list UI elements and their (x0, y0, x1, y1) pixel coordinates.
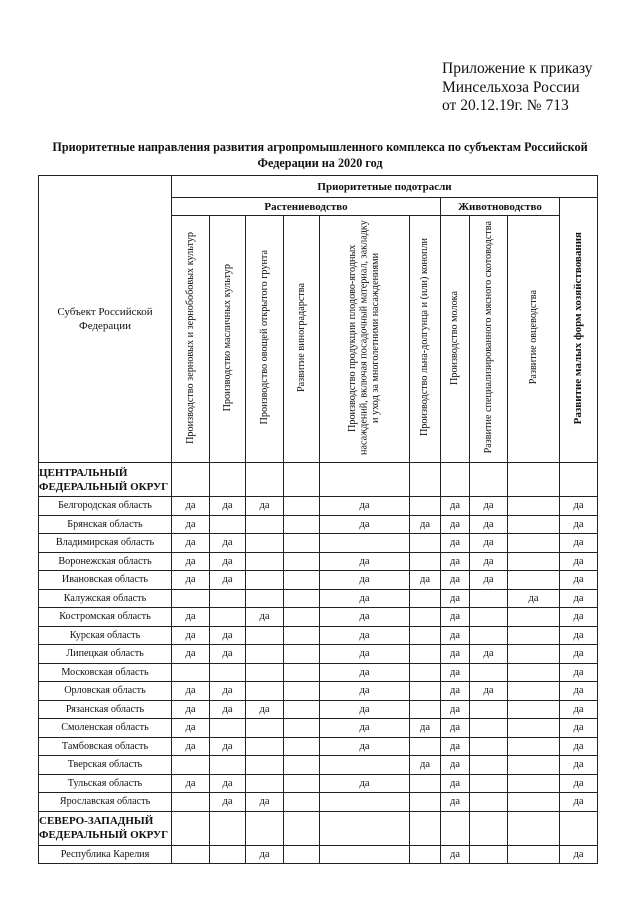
table-cell (441, 811, 470, 845)
header-line-3: от 20.12.19г. № 713 (442, 97, 569, 114)
table-cell (284, 626, 320, 645)
table-cell (470, 774, 508, 793)
table-cell (246, 463, 284, 497)
table-cell (508, 737, 560, 756)
table-cell: да (560, 737, 598, 756)
table-cell: да (320, 737, 410, 756)
table-cell: да (172, 534, 210, 553)
table-row (39, 845, 598, 864)
table-cell (508, 811, 560, 845)
table-cell: да (560, 774, 598, 793)
table-row (39, 571, 598, 590)
table-cell (284, 663, 320, 682)
table-cell (508, 845, 560, 864)
table-cell (246, 682, 284, 701)
header-line-2: Минсельхоза России (442, 78, 580, 96)
table-cell (410, 663, 441, 682)
crop-header: Растениеводство (172, 198, 441, 216)
table-cell: да (560, 497, 598, 516)
table-cell (246, 534, 284, 553)
table-cell: да (320, 515, 410, 534)
subject-header: Субъект Российской Федерации (39, 176, 172, 463)
table-cell (560, 463, 598, 497)
table-cell (320, 811, 410, 845)
table-cell: да (441, 719, 470, 738)
column-header: Развитие специализированного мясного скотоводства (470, 216, 508, 463)
table-cell (320, 463, 410, 497)
table-row (39, 663, 598, 682)
table-cell: да (172, 497, 210, 516)
table-row (39, 552, 598, 571)
table-row (39, 756, 598, 775)
table-cell (470, 663, 508, 682)
table-cell (410, 552, 441, 571)
table-cell (246, 719, 284, 738)
table-cell (320, 845, 410, 864)
region-name: Смоленская область (39, 719, 172, 738)
table-cell (172, 756, 210, 775)
table-cell (410, 845, 441, 864)
table-cell: да (470, 552, 508, 571)
district-row (39, 811, 598, 845)
table-cell: да (441, 845, 470, 864)
table-cell: да (560, 719, 598, 738)
table-cell (284, 608, 320, 627)
table-cell (508, 571, 560, 590)
table-cell (284, 793, 320, 812)
table-cell (284, 571, 320, 590)
table-cell (470, 845, 508, 864)
table-cell (210, 463, 246, 497)
column-header: Развитие виноградарства (284, 216, 320, 463)
region-name: Ярославская область (39, 793, 172, 812)
column-header: Производство овощей открытого грунта (246, 216, 284, 463)
table-cell: да (441, 700, 470, 719)
table-cell: да (441, 756, 470, 775)
table-cell (508, 793, 560, 812)
table-cell (210, 811, 246, 845)
table-cell: да (320, 552, 410, 571)
table-cell: да (210, 737, 246, 756)
table-cell (210, 608, 246, 627)
table-row (39, 737, 598, 756)
column-header: Производство продукции плодово-ягодных насаждений, включая посадочный материал, закладку и уход за многолетними насаждениями (320, 216, 410, 463)
table-cell: да (441, 793, 470, 812)
table-cell: да (470, 534, 508, 553)
table-cell: да (246, 497, 284, 516)
table-cell (508, 515, 560, 534)
table-cell: да (320, 589, 410, 608)
table-cell (172, 663, 210, 682)
table-cell (470, 608, 508, 627)
table-cell (210, 589, 246, 608)
column-header: Производство молока (441, 216, 470, 463)
table-cell (508, 608, 560, 627)
table-cell: да (470, 645, 508, 664)
table-cell: да (560, 589, 598, 608)
table-cell: да (470, 682, 508, 701)
table-cell (172, 793, 210, 812)
region-name: Орловская область (39, 682, 172, 701)
livestock-header: Животноводство (441, 198, 560, 216)
table-cell: да (560, 608, 598, 627)
table-cell (284, 845, 320, 864)
table-cell: да (172, 515, 210, 534)
table-cell: да (320, 497, 410, 516)
table-cell: да (246, 793, 284, 812)
table-cell (470, 589, 508, 608)
table-cell: да (410, 515, 441, 534)
table-cell (320, 793, 410, 812)
table-row (39, 774, 598, 793)
table-cell: да (210, 571, 246, 590)
table-cell (410, 700, 441, 719)
order-attachment-header (442, 60, 593, 116)
table-cell (284, 515, 320, 534)
table-cell (410, 463, 441, 497)
table-cell (246, 737, 284, 756)
district-name: ЦЕНТРАЛЬНЫЙ ФЕДЕРАЛЬНЫЙ ОКРУГ (39, 463, 172, 497)
table-cell (210, 515, 246, 534)
table-cell (284, 682, 320, 701)
table-cell: да (470, 497, 508, 516)
column-header: Развитие малых форм хозяйствования (560, 198, 598, 463)
region-name: Рязанская область (39, 700, 172, 719)
table-row (39, 645, 598, 664)
table-cell (284, 737, 320, 756)
table-cell: да (210, 626, 246, 645)
table-cell: да (441, 663, 470, 682)
table-cell: да (560, 700, 598, 719)
table-cell: да (210, 497, 246, 516)
table-cell: да (441, 552, 470, 571)
table-cell: да (410, 719, 441, 738)
table-cell (508, 645, 560, 664)
table-cell: да (210, 774, 246, 793)
table-cell: да (441, 608, 470, 627)
table-cell: да (172, 774, 210, 793)
table-cell (441, 463, 470, 497)
table-cell: да (441, 645, 470, 664)
table-row (39, 793, 598, 812)
table-cell (410, 811, 441, 845)
column-header: Развитие овцеводства (508, 216, 560, 463)
table-cell (410, 534, 441, 553)
table-cell (246, 571, 284, 590)
table-cell: да (320, 645, 410, 664)
table-cell: да (560, 793, 598, 812)
table-cell (210, 719, 246, 738)
table-cell: да (320, 682, 410, 701)
table-cell (284, 497, 320, 516)
table-cell: да (172, 737, 210, 756)
table-cell: да (410, 571, 441, 590)
table-cell: да (246, 608, 284, 627)
table-cell: да (560, 571, 598, 590)
table-cell: да (320, 663, 410, 682)
table-row (39, 682, 598, 701)
table-cell: да (210, 682, 246, 701)
table-cell (284, 534, 320, 553)
table-cell: да (320, 626, 410, 645)
table-body (39, 463, 598, 864)
region-name: Республика Карелия (39, 845, 172, 864)
table-cell (210, 663, 246, 682)
region-name: Курская область (39, 626, 172, 645)
table-cell (246, 626, 284, 645)
table-cell (470, 463, 508, 497)
region-name: Московская область (39, 663, 172, 682)
table-cell: да (210, 700, 246, 719)
table-cell (410, 682, 441, 701)
table-cell: да (441, 774, 470, 793)
table-cell (410, 608, 441, 627)
table-cell (284, 463, 320, 497)
header-line-1: Приложение к приказу (442, 60, 593, 77)
table-cell (508, 756, 560, 775)
column-header: Производство льна-долгунца и (или) конопли (410, 216, 441, 463)
region-name: Ивановская область (39, 571, 172, 590)
district-row (39, 463, 598, 497)
table-cell: да (560, 552, 598, 571)
table-cell (470, 700, 508, 719)
table-cell: да (320, 571, 410, 590)
table-cell: да (172, 552, 210, 571)
region-name: Тульская область (39, 774, 172, 793)
table-cell: да (172, 645, 210, 664)
table-cell (284, 552, 320, 571)
region-name: Тамбовская область (39, 737, 172, 756)
table-cell (410, 793, 441, 812)
table-cell: да (210, 793, 246, 812)
table-cell (246, 811, 284, 845)
table-row (39, 608, 598, 627)
table-row (39, 589, 598, 608)
column-header: Производство зерновых и зернобобовых культур (172, 216, 210, 463)
table-cell (284, 589, 320, 608)
region-name: Владимирская область (39, 534, 172, 553)
table-cell: да (441, 737, 470, 756)
table-cell (284, 719, 320, 738)
table-cell (172, 589, 210, 608)
table-row (39, 515, 598, 534)
district-name: СЕВЕРО-ЗАПАДНЫЙ ФЕДЕРАЛЬНЫЙ ОКРУГ (39, 811, 172, 845)
table-cell: да (410, 756, 441, 775)
table-cell (246, 756, 284, 775)
table-cell (320, 534, 410, 553)
table-cell (410, 626, 441, 645)
table-cell (470, 719, 508, 738)
table-cell (470, 756, 508, 775)
table-cell: да (172, 682, 210, 701)
table-row (39, 719, 598, 738)
table-cell (410, 737, 441, 756)
table-row (39, 534, 598, 553)
region-name: Брянская область (39, 515, 172, 534)
table-cell (410, 645, 441, 664)
table-cell (172, 811, 210, 845)
table-cell: да (320, 700, 410, 719)
table-cell: да (172, 700, 210, 719)
table-cell: да (470, 571, 508, 590)
table-cell (410, 589, 441, 608)
table-cell: да (441, 682, 470, 701)
region-name: Костромская область (39, 608, 172, 627)
table-cell (508, 700, 560, 719)
table-cell: да (246, 700, 284, 719)
table-cell (508, 552, 560, 571)
table-cell (470, 737, 508, 756)
table-cell (410, 774, 441, 793)
region-name: Тверская область (39, 756, 172, 775)
table-cell: да (210, 645, 246, 664)
table-cell (508, 497, 560, 516)
table-cell: да (172, 571, 210, 590)
table-cell (246, 552, 284, 571)
table-cell (508, 534, 560, 553)
document-title: Приоритетные направления развития агропромышленного комплекса по субъектам Российской Федерации на 2020 год (52, 140, 588, 170)
table-cell: да (210, 534, 246, 553)
table-cell (508, 626, 560, 645)
table-cell (172, 463, 210, 497)
table-cell (508, 774, 560, 793)
table-cell: да (560, 515, 598, 534)
table-row (39, 626, 598, 645)
region-name: Воронежская область (39, 552, 172, 571)
priority-subsectors-header: Приоритетные подотрасли (172, 176, 598, 198)
table-cell: да (560, 534, 598, 553)
table-cell (284, 774, 320, 793)
table-cell: да (560, 626, 598, 645)
table-cell (508, 682, 560, 701)
table-cell: да (560, 645, 598, 664)
table-cell (320, 756, 410, 775)
table-cell: да (441, 497, 470, 516)
table-cell: да (560, 845, 598, 864)
table-cell (284, 700, 320, 719)
table-cell (508, 663, 560, 682)
table-cell (246, 774, 284, 793)
table-cell: да (172, 719, 210, 738)
table-cell (284, 811, 320, 845)
region-name: Белгородская область (39, 497, 172, 516)
table-cell: да (560, 663, 598, 682)
table-cell: да (560, 756, 598, 775)
table-cell (284, 645, 320, 664)
table-cell (470, 626, 508, 645)
table-cell (210, 756, 246, 775)
table-cell: да (172, 626, 210, 645)
table-cell: да (470, 515, 508, 534)
column-header: Производство масличных культур (210, 216, 246, 463)
table-cell: да (441, 515, 470, 534)
table-cell (508, 719, 560, 738)
table-cell: да (508, 589, 560, 608)
table-cell (508, 463, 560, 497)
table-cell: да (246, 845, 284, 864)
table-cell: да (320, 608, 410, 627)
table-cell: да (441, 534, 470, 553)
table-cell (410, 497, 441, 516)
table-cell: да (320, 774, 410, 793)
table-cell (470, 793, 508, 812)
table-cell: да (172, 608, 210, 627)
table-cell: да (320, 719, 410, 738)
region-name: Липецкая область (39, 645, 172, 664)
table-cell (246, 589, 284, 608)
table-cell (470, 811, 508, 845)
priority-table (38, 175, 598, 864)
table-cell (246, 515, 284, 534)
table-cell (246, 663, 284, 682)
table-cell (210, 845, 246, 864)
table-cell: да (560, 682, 598, 701)
table-row (39, 497, 598, 516)
region-name: Калужская область (39, 589, 172, 608)
table-cell (172, 845, 210, 864)
table-cell: да (210, 552, 246, 571)
table-cell: да (441, 626, 470, 645)
table-cell: да (441, 589, 470, 608)
table-row (39, 700, 598, 719)
table-cell (246, 645, 284, 664)
table-cell (284, 756, 320, 775)
table-cell (560, 811, 598, 845)
table-cell: да (441, 571, 470, 590)
